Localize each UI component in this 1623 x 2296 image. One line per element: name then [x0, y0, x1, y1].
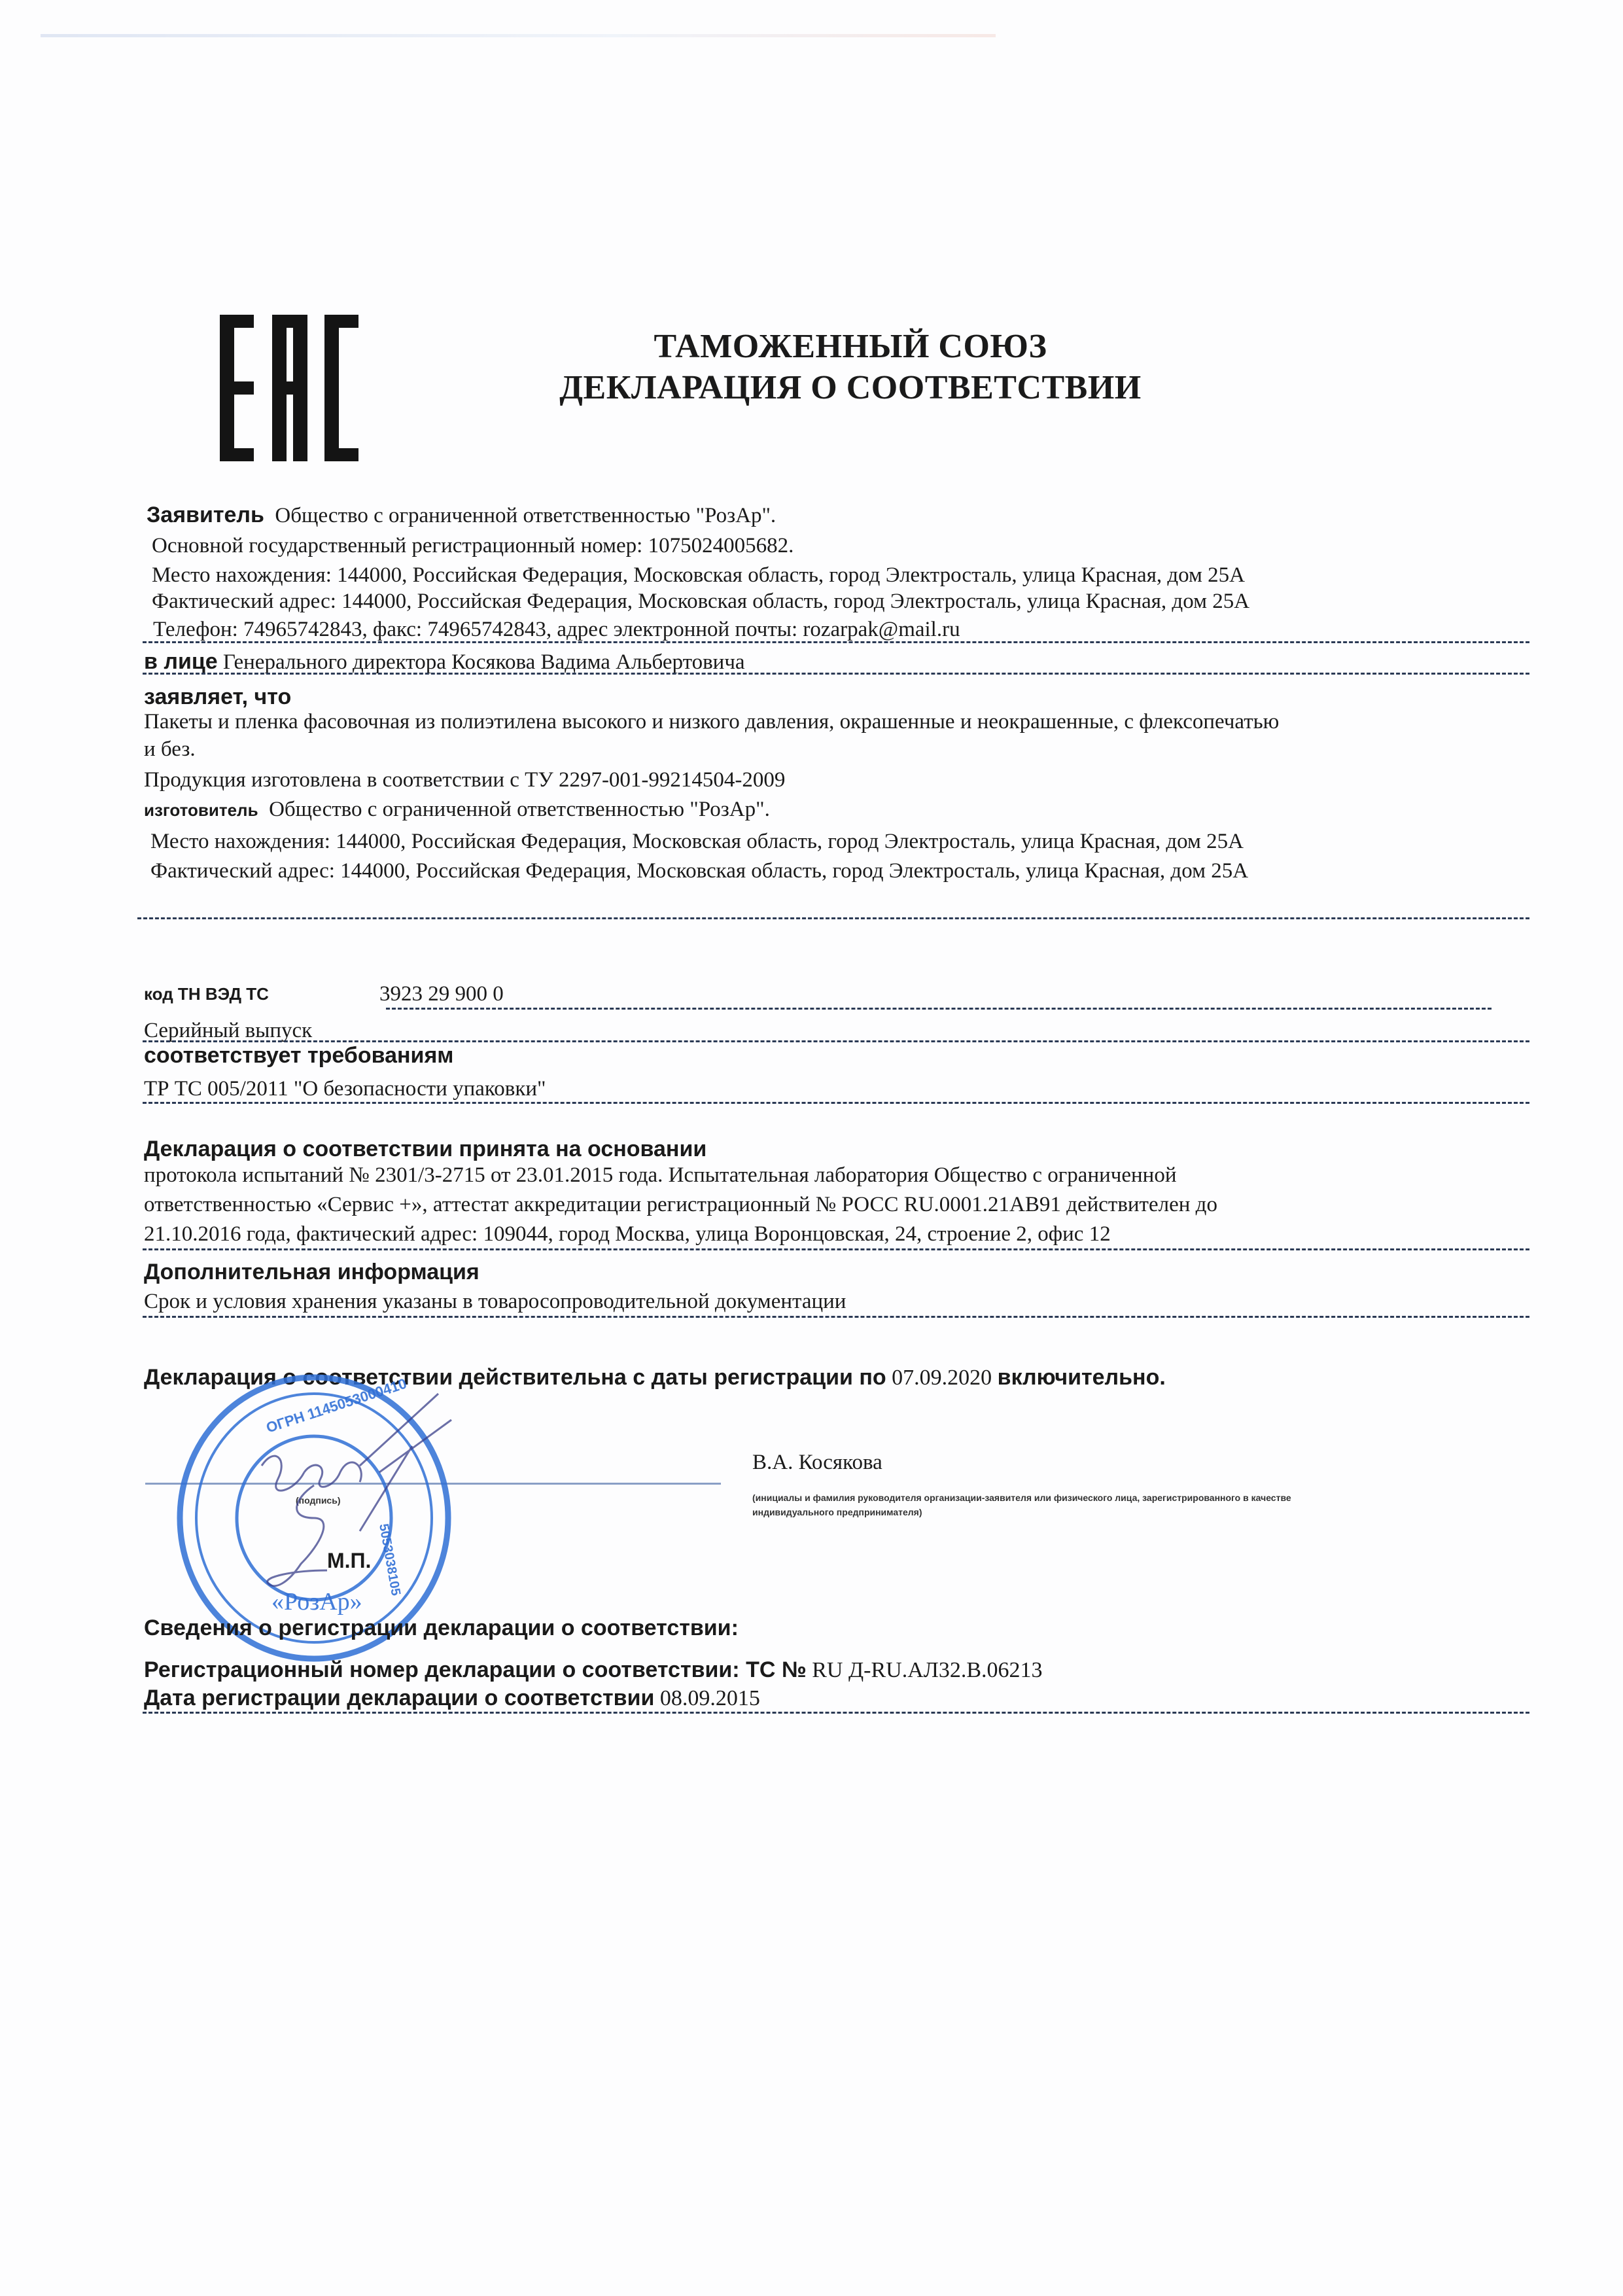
eac-logo: [220, 315, 358, 461]
basis-line2: ответственностью «Сервис +», аттестат аккредитации регистрационный № РОСС RU.0001.21АВ91 действителен до: [144, 1193, 1217, 1216]
applicant-ogrn: Основной государственный регистрационный номер: 1075024005682.: [152, 534, 794, 557]
representative-line: [144, 649, 745, 675]
divider: [143, 641, 1529, 643]
signature-caption: (подпись): [296, 1495, 341, 1506]
divider: [143, 1102, 1529, 1104]
registration-number-label: Регистрационный номер декларации о соответствии: ТС №: [144, 1657, 807, 1682]
divider: [143, 1316, 1529, 1318]
manufacturer-actual-address: Фактический адрес: 144000, Российская Федерация, Московская область, город Электросталь, улица Красная, дом 25А: [150, 859, 1249, 883]
manufacturer-name: Общество с ограниченной ответственностью "РозАр".: [269, 798, 770, 821]
registration-date-label: Дата регистрации декларации о соответствии: [144, 1686, 655, 1710]
divider: [143, 673, 1529, 675]
divider: [143, 1712, 1529, 1714]
representative-value: Генерального директора Косякова Вадима Альбертовича: [222, 650, 745, 674]
manufacturer-line: [144, 797, 770, 822]
applicant-label: Заявитель: [147, 503, 264, 527]
product-description-line1: Пакеты и пленка фасовочная из полиэтилена высокого и низкого давления, окрашенные и неокрашенные, с флексопечатью: [144, 710, 1280, 733]
declares-label: заявляет, что: [144, 684, 292, 709]
requirements-label: соответствует требованиям: [144, 1043, 454, 1068]
seal-mark: М.П.: [327, 1549, 372, 1572]
scan-artifact-line: [41, 34, 996, 37]
stamp-inn: 5053038105: [376, 1523, 404, 1597]
divider: [137, 917, 1529, 919]
validity-date: 07.09.2020: [892, 1366, 992, 1390]
release-type: Серийный выпуск: [144, 1019, 313, 1042]
customs-code-label: код ТН ВЭД ТС: [144, 984, 269, 1004]
validity-prefix: Декларация о соответствии действительна с даты регистрации по: [144, 1365, 886, 1390]
product-standard: Продукция изготовлена в соответствии с ТУ 2297-001-99214504-2009: [144, 768, 786, 792]
manufacturer-label: изготовитель: [144, 800, 258, 820]
stamp-ogrn: ОГРН 1145053000410: [264, 1375, 409, 1436]
registration-number-line: [144, 1657, 1043, 1683]
divider: [386, 1008, 1492, 1010]
customs-code-value: 3923 29 900 0: [379, 982, 504, 1006]
basis-label: Декларация о соответствии принята на основании: [144, 1137, 707, 1161]
name-caption: [752, 1491, 1291, 1519]
registration-number-value: RU Д-RU.АЛ32.В.06213: [812, 1658, 1043, 1682]
representative-label: в лице: [144, 649, 218, 674]
applicant-name: Общество с ограниченной ответственностью "РозАр".: [275, 504, 777, 527]
name-caption-line1: (инициалы и фамилия руководителя организации-заявителя или физического лица, зарегистрированного в качестве: [752, 1492, 1291, 1503]
applicant-contacts: Телефон: 74965742843, факс: 74965742843, адрес электронной почты: rozarpak@mail.ru: [153, 618, 960, 641]
name-caption-line2: индивидуального предпринимателя): [752, 1507, 922, 1517]
product-description-line2: и без.: [144, 737, 196, 761]
applicant-actual-address: Фактический адрес: 144000, Российская Федерация, Московская область, город Электросталь, улица Красная, дом 25А: [152, 590, 1250, 613]
validity-suffix: включительно.: [997, 1365, 1166, 1390]
title-customs-union: ТАМОЖЕННЫЙ СОЮЗ: [654, 328, 1047, 365]
divider: [143, 1040, 1529, 1042]
basis-line3: 21.10.2016 года, фактический адрес: 109044, город Москва, улица Воронцовская, 24, строение 2, офис 12: [144, 1222, 1111, 1246]
divider: [143, 1248, 1529, 1250]
stamp-name: «РозАр»: [271, 1588, 362, 1616]
registration-date-value: 08.09.2015: [659, 1686, 760, 1710]
additional-value: Срок и условия хранения указаны в товаросопроводительной документации: [144, 1290, 846, 1313]
signer-name: В.А. Косякова: [752, 1451, 882, 1474]
requirements-value: ТР ТС 005/2011 "О безопасности упаковки": [144, 1077, 546, 1101]
applicant-location: Место нахождения: 144000, Российская Федерация, Московская область, город Электросталь, улица Красная, дом 25А: [152, 563, 1246, 587]
registration-heading: Сведения о регистрации декларации о соответствии:: [144, 1616, 739, 1640]
title-declaration: ДЕКЛАРАЦИЯ О СООТВЕТСТВИИ: [559, 369, 1142, 406]
manufacturer-location: Место нахождения: 144000, Российская Федерация, Московская область, город Электросталь, улица Красная, дом 25А: [150, 830, 1244, 853]
additional-label: Дополнительная информация: [144, 1260, 480, 1284]
registration-date-line: [144, 1686, 760, 1711]
applicant-line: [147, 503, 776, 528]
basis-line1: протокола испытаний № 2301/3-2715 от 23.01.2015 года. Испытательная лаборатория Общество с ограниченной: [144, 1163, 1177, 1187]
